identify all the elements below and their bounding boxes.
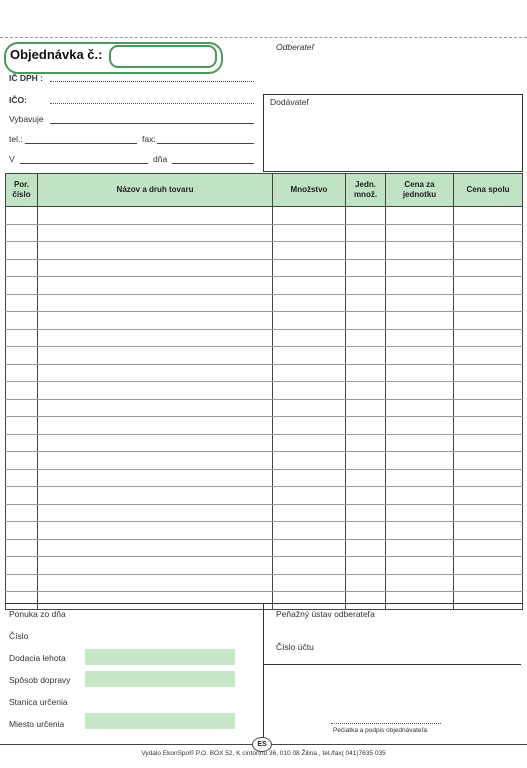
table-cell[interactable] <box>454 469 523 487</box>
col-header-unit: Jedn. množ. <box>346 174 386 207</box>
table-row <box>6 259 523 277</box>
table-row <box>6 504 523 522</box>
table-cell[interactable] <box>273 277 346 295</box>
table-cell[interactable] <box>38 242 273 260</box>
table-cell[interactable] <box>454 539 523 557</box>
table-cell[interactable] <box>273 592 346 610</box>
table-cell[interactable] <box>6 452 38 470</box>
table-cell[interactable] <box>6 434 38 452</box>
col-header-unit-price: Cena za jednotku <box>386 174 454 207</box>
table-cell[interactable] <box>386 382 454 400</box>
table-cell[interactable] <box>6 224 38 242</box>
perforation-line <box>0 37 527 38</box>
table-row <box>6 277 523 295</box>
table-cell[interactable] <box>273 242 346 260</box>
table-cell[interactable] <box>454 504 523 522</box>
table-row <box>6 364 523 382</box>
table-cell[interactable] <box>273 417 346 435</box>
table-cell[interactable] <box>386 469 454 487</box>
table-cell[interactable] <box>38 574 273 592</box>
delivery-term-field[interactable] <box>85 649 235 665</box>
table-row <box>6 417 523 435</box>
bottom-column-divider <box>263 603 264 737</box>
table-row <box>6 347 523 365</box>
items-table <box>5 173 523 610</box>
table-row <box>6 399 523 417</box>
supplier-label: Dodávateľ <box>270 97 309 107</box>
table-row <box>6 312 523 330</box>
table-cell[interactable] <box>273 364 346 382</box>
table-cell[interactable] <box>386 417 454 435</box>
table-row <box>6 382 523 400</box>
tel-field[interactable] <box>25 134 137 144</box>
table-cell[interactable] <box>38 522 273 540</box>
vybavuje-label: Vybavuje <box>9 114 44 124</box>
table-cell[interactable] <box>273 224 346 242</box>
table-cell[interactable] <box>346 469 386 487</box>
col-header-total-price: Cena spolu <box>454 174 523 207</box>
table-cell[interactable] <box>273 382 346 400</box>
account-divider <box>263 664 521 665</box>
table-cell[interactable] <box>6 574 38 592</box>
table-cell[interactable] <box>454 294 523 312</box>
table-row <box>6 469 523 487</box>
table-cell[interactable] <box>454 329 523 347</box>
table-row <box>6 592 523 610</box>
table-cell[interactable] <box>454 592 523 610</box>
col-header-quantity: Množstvo <box>273 174 346 207</box>
table-cell[interactable] <box>273 207 346 225</box>
table-cell[interactable] <box>346 452 386 470</box>
table-cell[interactable] <box>6 312 38 330</box>
table-cell[interactable] <box>6 592 38 610</box>
table-cell[interactable] <box>454 259 523 277</box>
table-cell[interactable] <box>454 347 523 365</box>
table-cell[interactable] <box>346 399 386 417</box>
table-cell[interactable] <box>6 347 38 365</box>
transport-mode-field[interactable] <box>85 671 235 687</box>
table-cell[interactable] <box>386 522 454 540</box>
fax-label: fax: <box>142 134 156 144</box>
table-cell[interactable] <box>386 539 454 557</box>
table-cell[interactable] <box>6 277 38 295</box>
table-cell[interactable] <box>346 294 386 312</box>
table-header-row <box>6 174 523 207</box>
date-label: dňa <box>153 154 168 164</box>
table-cell[interactable] <box>454 574 523 592</box>
table-cell[interactable] <box>346 434 386 452</box>
table-cell[interactable] <box>386 434 454 452</box>
table-cell[interactable] <box>273 522 346 540</box>
table-cell[interactable] <box>38 557 273 575</box>
offer-number-label: Číslo <box>9 631 29 641</box>
table-row <box>6 434 523 452</box>
table-row <box>6 452 523 470</box>
place-label: V <box>9 154 15 164</box>
table-cell[interactable] <box>273 434 346 452</box>
stamp-signature-label: Pečiatka a podpis objednávateľa <box>333 727 428 734</box>
table-cell[interactable] <box>346 592 386 610</box>
table-cell[interactable] <box>273 347 346 365</box>
table-cell[interactable] <box>346 539 386 557</box>
ico-field[interactable] <box>50 95 254 104</box>
table-cell[interactable] <box>6 294 38 312</box>
table-cell[interactable] <box>346 277 386 295</box>
table-cell[interactable] <box>454 399 523 417</box>
table-cell[interactable] <box>346 242 386 260</box>
table-cell[interactable] <box>38 452 273 470</box>
table-cell[interactable] <box>6 329 38 347</box>
table-cell[interactable] <box>273 557 346 575</box>
table-row <box>6 329 523 347</box>
table-cell[interactable] <box>38 329 273 347</box>
table-row <box>6 557 523 575</box>
table-row <box>6 242 523 260</box>
table-cell[interactable] <box>6 539 38 557</box>
table-cell[interactable] <box>386 294 454 312</box>
ic-dph-label: IČ DPH : <box>9 73 43 83</box>
table-cell[interactable] <box>273 539 346 557</box>
table-cell[interactable] <box>6 469 38 487</box>
table-cell[interactable] <box>386 504 454 522</box>
table-cell[interactable] <box>454 364 523 382</box>
table-cell[interactable] <box>6 382 38 400</box>
table-cell[interactable] <box>38 434 273 452</box>
table-cell[interactable] <box>454 382 523 400</box>
table-cell[interactable] <box>38 592 273 610</box>
table-cell[interactable] <box>386 364 454 382</box>
table-cell[interactable] <box>38 399 273 417</box>
table-cell[interactable] <box>454 557 523 575</box>
table-cell[interactable] <box>386 399 454 417</box>
fax-field[interactable] <box>157 134 254 144</box>
table-cell[interactable] <box>346 312 386 330</box>
table-row <box>6 522 523 540</box>
table-row <box>6 487 523 505</box>
table-cell[interactable] <box>386 557 454 575</box>
destination-place-field[interactable] <box>85 713 235 729</box>
offer-date-label: Ponuka zo dňa <box>9 609 66 619</box>
table-cell[interactable] <box>346 417 386 435</box>
table-row <box>6 294 523 312</box>
table-cell[interactable] <box>386 207 454 225</box>
table-cell[interactable] <box>346 557 386 575</box>
table-cell[interactable] <box>6 242 38 260</box>
table-row <box>6 207 523 225</box>
table-cell[interactable] <box>38 277 273 295</box>
table-cell[interactable] <box>6 557 38 575</box>
table-cell[interactable] <box>386 224 454 242</box>
table-cell[interactable] <box>454 487 523 505</box>
table-cell[interactable] <box>38 207 273 225</box>
table-cell[interactable] <box>454 207 523 225</box>
table-cell[interactable] <box>38 417 273 435</box>
table-cell[interactable] <box>273 259 346 277</box>
table-cell[interactable] <box>273 294 346 312</box>
table-cell[interactable] <box>38 487 273 505</box>
transport-mode-label: Spôsob dopravy <box>9 675 71 685</box>
table-cell[interactable] <box>38 294 273 312</box>
account-number-label: Číslo účtu <box>276 642 314 652</box>
table-cell[interactable] <box>454 242 523 260</box>
table-cell[interactable] <box>38 504 273 522</box>
table-cell[interactable] <box>454 277 523 295</box>
table-cell[interactable] <box>454 312 523 330</box>
table-cell[interactable] <box>346 504 386 522</box>
table-cell[interactable] <box>346 487 386 505</box>
tel-label: tel.: <box>9 134 23 144</box>
table-cell[interactable] <box>273 399 346 417</box>
date-field[interactable] <box>172 154 254 164</box>
order-title: Objednávka č.: <box>10 47 103 62</box>
table-cell[interactable] <box>273 312 346 330</box>
table-cell[interactable] <box>6 504 38 522</box>
table-cell[interactable] <box>38 224 273 242</box>
table-cell[interactable] <box>386 592 454 610</box>
table-cell[interactable] <box>346 224 386 242</box>
table-cell[interactable] <box>6 417 38 435</box>
place-field[interactable] <box>20 154 148 164</box>
col-header-number: Por. číslo <box>6 174 38 207</box>
publisher-logo: ES <box>252 737 272 752</box>
table-cell[interactable] <box>346 329 386 347</box>
col-header-item-name: Názov a druh tovaru <box>38 174 273 207</box>
table-cell[interactable] <box>346 207 386 225</box>
table-cell[interactable] <box>38 364 273 382</box>
customer-label: Odberateľ <box>276 42 314 52</box>
table-cell[interactable] <box>454 434 523 452</box>
table-cell[interactable] <box>346 382 386 400</box>
table-cell[interactable] <box>386 574 454 592</box>
vybavuje-field[interactable] <box>50 114 254 124</box>
table-cell[interactable] <box>454 224 523 242</box>
table-cell[interactable] <box>386 259 454 277</box>
order-number-field[interactable] <box>109 45 217 68</box>
destination-station-label: Stanica určenia <box>9 697 68 707</box>
table-cell[interactable] <box>273 574 346 592</box>
table-cell[interactable] <box>273 452 346 470</box>
table-cell[interactable] <box>454 417 523 435</box>
table-cell[interactable] <box>6 364 38 382</box>
table-cell[interactable] <box>386 347 454 365</box>
table-cell[interactable] <box>38 382 273 400</box>
bank-label: Peňažný ústav odberateľa <box>276 609 375 619</box>
table-cell[interactable] <box>6 259 38 277</box>
table-row <box>6 574 523 592</box>
table-cell[interactable] <box>386 487 454 505</box>
table-cell[interactable] <box>386 277 454 295</box>
table-cell[interactable] <box>386 329 454 347</box>
delivery-term-label: Dodacia lehota <box>9 653 66 663</box>
table-cell[interactable] <box>346 574 386 592</box>
table-cell[interactable] <box>38 312 273 330</box>
table-cell[interactable] <box>346 347 386 365</box>
table-row <box>6 539 523 557</box>
table-cell[interactable] <box>386 312 454 330</box>
publisher-footer-text: Vydalo EkonSpo® P.O. BOX 52, K cintorínu 36, 010 08 Žilina , tel./fax( 041)7635 035 <box>141 750 386 757</box>
table-cell[interactable] <box>273 487 346 505</box>
table-cell[interactable] <box>346 522 386 540</box>
signature-line[interactable] <box>331 717 441 724</box>
table-cell[interactable] <box>6 487 38 505</box>
table-cell[interactable] <box>386 452 454 470</box>
table-cell[interactable] <box>6 522 38 540</box>
table-cell[interactable] <box>38 259 273 277</box>
table-cell[interactable] <box>454 522 523 540</box>
destination-place-label: Miesto určenia <box>9 719 65 729</box>
table-cell[interactable] <box>6 207 38 225</box>
ic-dph-field[interactable] <box>50 73 254 82</box>
table-cell[interactable] <box>38 539 273 557</box>
table-cell[interactable] <box>273 329 346 347</box>
table-row <box>6 224 523 242</box>
table-cell[interactable] <box>454 452 523 470</box>
table-cell[interactable] <box>6 399 38 417</box>
table-cell[interactable] <box>346 259 386 277</box>
table-cell[interactable] <box>346 364 386 382</box>
table-cell[interactable] <box>386 242 454 260</box>
table-cell[interactable] <box>273 504 346 522</box>
ico-label: IČO: <box>9 95 27 105</box>
table-cell[interactable] <box>38 347 273 365</box>
table-cell[interactable] <box>38 469 273 487</box>
table-cell[interactable] <box>273 469 346 487</box>
